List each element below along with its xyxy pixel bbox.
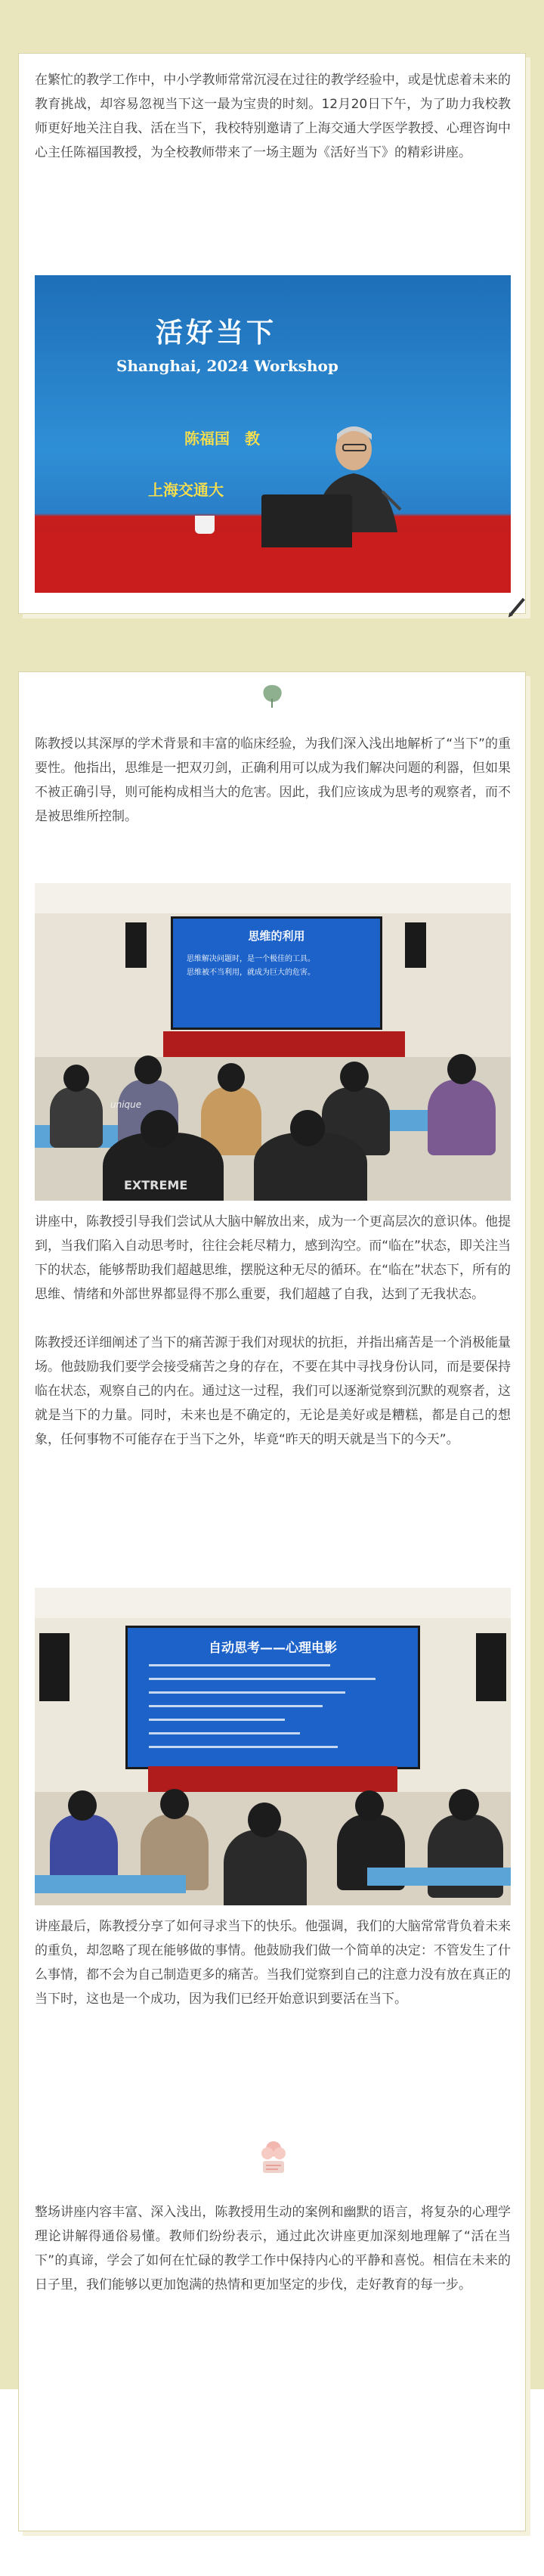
screen-text-line xyxy=(149,1691,345,1694)
audience-head xyxy=(290,1110,325,1146)
paragraph-happiness: 讲座最后，陈教授分享了如何寻求当下的快乐。他强调，我们的大脑常常背负着未来的重负，却忽略了现在能够做的事情。他鼓励我们做一个简单的决定：不管发生了什么事情，都不会为自己制造更多的痛苦。当我们觉察到自己的注意力没有放在真正的当下时，这也是一个成功，因为我们已经开始意识到要活在当下。 xyxy=(35,1919,511,2007)
slide-speaker-org: 上海交通大 xyxy=(148,481,224,499)
screen-text-line xyxy=(149,1719,285,1721)
audience-head xyxy=(68,1790,97,1821)
screen-text-line xyxy=(149,1705,323,1707)
audience-head xyxy=(63,1065,89,1092)
paragraph-presence: 讲座中，陈教授引导我们尝试从大脑中解放出来，成为一个更高层次的意识体。他提到，当我们陷入自动思考时，往往会耗尽精力，感到沟空。而“临在”状态，即关注当下的状态，能够帮助我们超越思维，摆脱这种无尽的循环。在“临在”状态下，所有的思维、情绪和外部世界都显得不那么重要，我们超越了自我，达到了无我状态。 xyxy=(35,1214,511,1302)
projection-screen xyxy=(171,916,382,1030)
paragraph-now-importance: 陈教授以其深厚的学术背景和丰富的临床经验，为我们深入浅出地解析了“当下”的重要性。他指出，思维是一把双刃剑，正确利用可以成为我们解决问题的利器，但如果不被正确引导，则可能构成相当大的危害。因此，我们应该成为思考的观察者，而不是被思维所控制。 xyxy=(35,736,511,824)
screen-text-line xyxy=(149,1664,330,1666)
audience-head xyxy=(141,1110,178,1148)
left-speaker xyxy=(39,1633,70,1701)
audience-head xyxy=(447,1054,476,1084)
lecture-title-photo xyxy=(35,275,511,593)
leaf-icon xyxy=(257,680,287,711)
paragraph-pain: 陈教授还详细阐述了当下的痛苦源于我们对现状的抗拒，并指出痛苦是一个消极能量场。他鼓励我们要学会接受痛苦之身的存在，不要在其中寻找身份认同，而是要保持临在状态，观察自己的内在。通过这一过程，我们可以逐渐觉察到沉默的观察者，这就是当下的力量。同时，未来也是不确定的，无论是美好或是糟糕，都是自己的想象，任何事物不可能存在于当下之外，毕竟“昨天的明天就是当下的今天”。 xyxy=(35,1335,511,1447)
ceiling xyxy=(35,1588,511,1618)
screen-title: 思维的利用 xyxy=(248,929,305,943)
desk xyxy=(367,1868,511,1886)
screen-text-line xyxy=(149,1732,300,1734)
audience-head xyxy=(449,1789,479,1821)
audience-head xyxy=(340,1062,369,1092)
desk xyxy=(35,1875,186,1893)
cup xyxy=(195,516,215,534)
audience-member xyxy=(224,1830,307,1905)
paragraph-conclusion: 整场讲座内容丰富、深入浅出，陈教授用生动的案例和幽默的语言，将复杂的心理学理论讲解得通俗易懂。教师们纷纷表示，通过此次讲座更加深刻地理解了“活在当下”的真谛，学会了如何在忙碌的教学工作中保持内心的平静和喜悦。相信在未来的日子里，我们能够以更加饱满的热情和更加坚定的步伐，走好教育的每一步。 xyxy=(35,2205,511,2292)
audience-member xyxy=(428,1080,496,1155)
right-speaker xyxy=(476,1633,506,1701)
audience-member xyxy=(50,1087,103,1148)
audience-head xyxy=(248,1803,281,1837)
screen-title: 自动思考——心理电影 xyxy=(209,1641,337,1656)
right-speaker xyxy=(405,922,426,968)
shirt-print: EXTREME xyxy=(124,1178,188,1192)
slide-title: 活好当下 xyxy=(156,318,277,349)
classroom-photo-1 xyxy=(35,883,511,1201)
screen-line-2: 思维被不当利用，就成为巨大的危害。 xyxy=(187,969,315,977)
shirt-print-2: unique xyxy=(110,1099,142,1110)
screen-text-line xyxy=(149,1746,338,1748)
laptop xyxy=(261,494,352,547)
audience-head xyxy=(160,1789,189,1819)
audience-head xyxy=(218,1063,245,1092)
ceiling xyxy=(35,883,511,913)
projection-screen xyxy=(125,1626,420,1769)
slide-subtitle: Shanghai, 2024 Workshop xyxy=(116,357,338,375)
left-speaker xyxy=(125,922,147,968)
screen-text-line xyxy=(149,1678,376,1680)
slide-speaker-name: 陈福国 教 xyxy=(184,429,260,448)
audience-head xyxy=(134,1056,162,1084)
screen-line-1: 思维解决问题时，是一个极佳的工具。 xyxy=(187,955,315,963)
classroom-photo-2 xyxy=(35,1588,511,1905)
flower-badge-icon xyxy=(255,2135,292,2178)
audience-head xyxy=(355,1790,384,1821)
intro-paragraph: 在繁忙的教学工作中，中小学教师常常沉浸在过往的教学经验中，或是忧虑着未来的教育挑战，却容易忽视当下这一最为宝贵的时刻。12月20日下午，为了助力我校教师更好地关注自我、活在当下，我校特别邀请了上海交通大学医学教授、心理咨询中心主任陈福国教授，为全校教师带来了一场主题为《活好当下》的精彩讲座。 xyxy=(35,73,511,160)
